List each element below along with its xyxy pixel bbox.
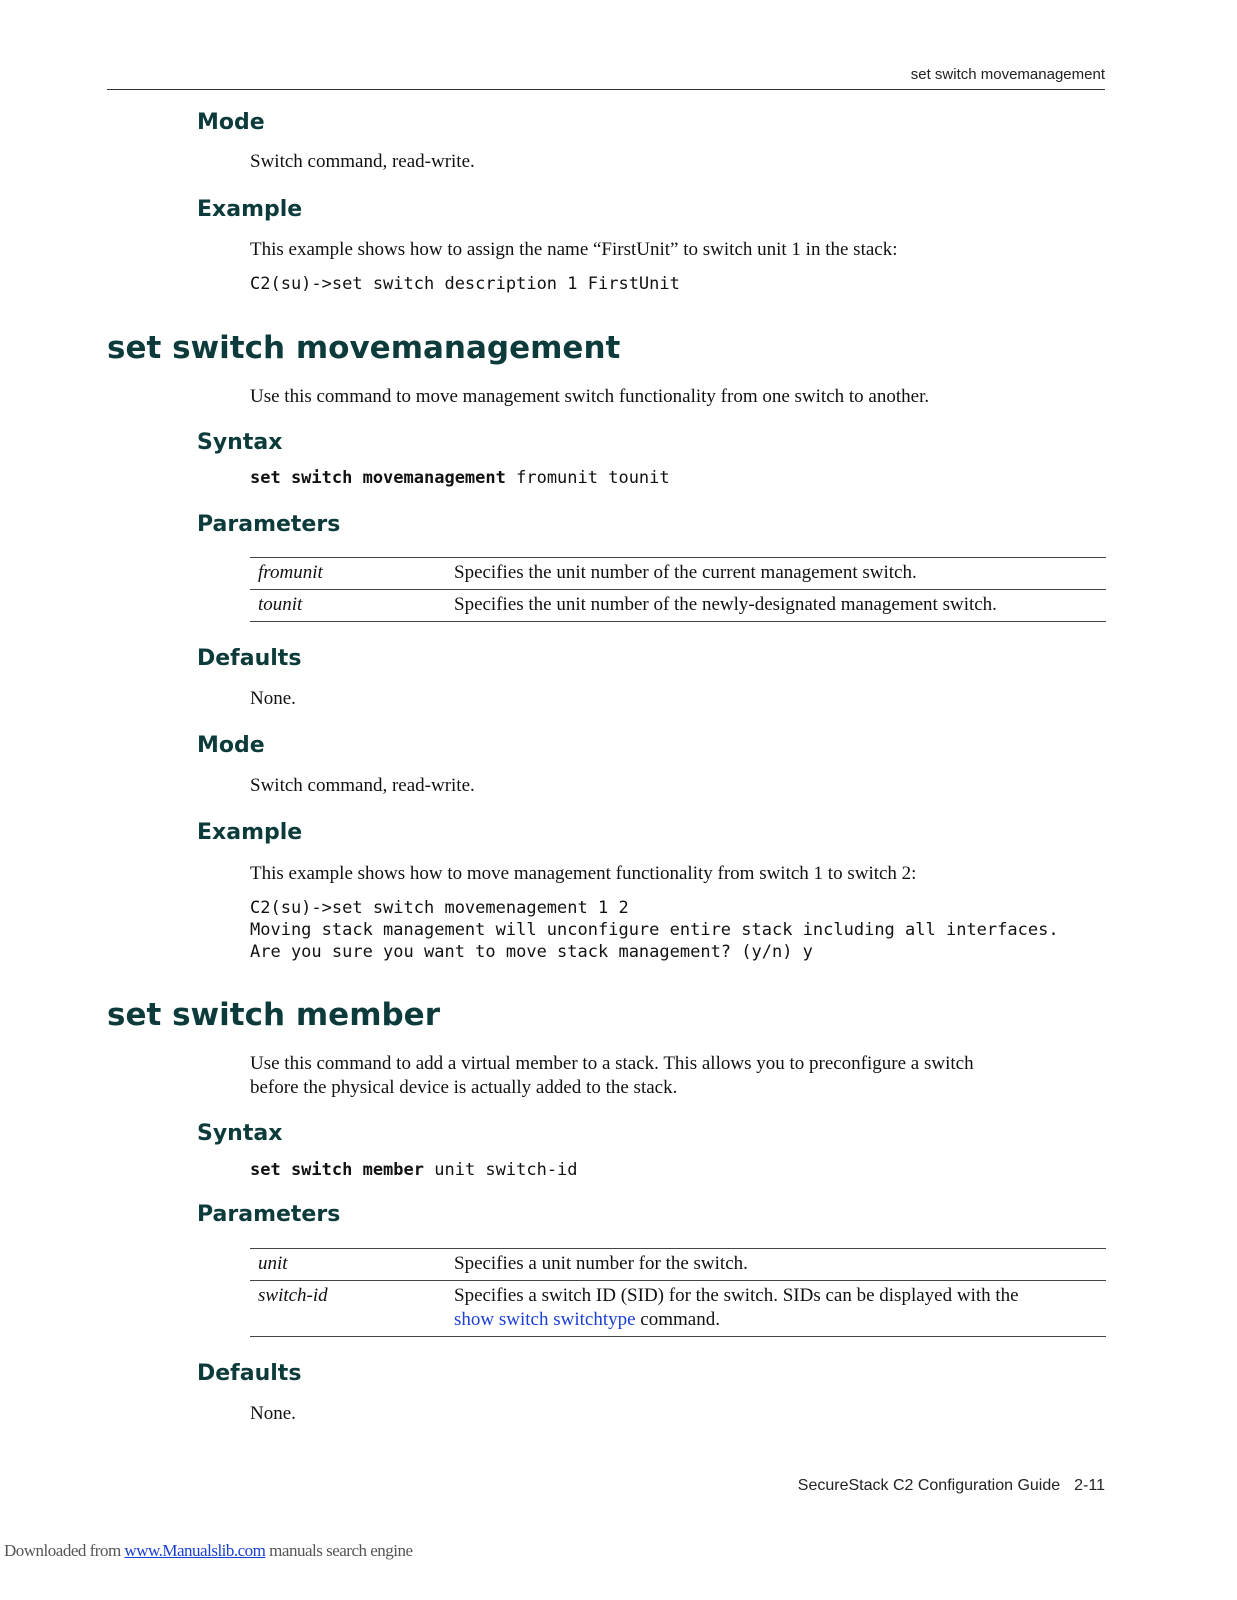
code-line: Are you sure you want to move stack management? (y/n) y — [250, 942, 813, 962]
intro-line: before the physical device is actually added to the stack. — [250, 1077, 678, 1098]
table-row — [250, 590, 1106, 622]
running-header: set switch movemanagement — [910, 66, 1105, 83]
parameters-table — [250, 557, 1106, 622]
mode-heading: Mode — [197, 733, 265, 758]
defaults-heading: Defaults — [197, 1361, 302, 1386]
syntax-heading: Syntax — [197, 430, 283, 455]
example-heading: Example — [197, 820, 303, 845]
parameters-table — [250, 1248, 1106, 1337]
section-intro: Use this command to move management switch functionality from one switch to another. — [250, 386, 930, 407]
show-switch-switchtype-link[interactable]: show switch switchtype — [454, 1309, 636, 1330]
param-description: Specifies the unit number of the newly-designated management switch. — [454, 594, 997, 615]
param-description-tail: command. — [635, 1309, 720, 1330]
download-suffix: manuals search engine — [265, 1541, 413, 1560]
defaults-heading: Defaults — [197, 646, 302, 671]
param-description: Specifies a unit number for the switch. — [454, 1253, 748, 1274]
param-name: switch-id — [258, 1285, 328, 1306]
table-row — [250, 1281, 1106, 1337]
defaults-text: None. — [250, 1403, 296, 1424]
parameters-heading: Parameters — [197, 1202, 341, 1227]
example-text: This example shows how to assign the name “FirstUnit” to switch unit 1 in the stack: — [250, 239, 898, 260]
example-code: C2(su)->set switch description 1 FirstUnit — [250, 274, 680, 294]
example-code-block — [250, 897, 1059, 963]
manualslib-link[interactable]: www.Manualslib.com — [124, 1541, 266, 1560]
table-row — [250, 558, 1106, 590]
guide-title: SecureStack C2 Configuration Guide — [797, 1477, 1061, 1494]
section-title-member: set switch member — [107, 997, 440, 1033]
section-intro — [250, 1052, 974, 1100]
param-description: Specifies the unit number of the current management switch. — [454, 562, 917, 583]
param-description — [454, 1281, 1106, 1337]
download-prefix: Downloaded from — [4, 1541, 125, 1560]
download-banner — [4, 1541, 413, 1561]
syntax-line — [250, 1159, 578, 1181]
mode-text: Switch command, read-write. — [250, 151, 475, 172]
syntax-command: set switch movemanagement — [250, 468, 506, 488]
param-name: tounit — [258, 594, 303, 615]
example-heading: Example — [197, 197, 303, 222]
syntax-heading: Syntax — [197, 1121, 283, 1146]
page-footer — [798, 1477, 1105, 1495]
header-rule — [107, 89, 1105, 90]
syntax-line — [250, 467, 670, 489]
code-line: C2(su)->set switch movemenagement 1 2 — [250, 898, 629, 918]
table-row — [250, 1249, 1106, 1281]
param-name: fromunit — [258, 562, 323, 583]
param-description-text: Specifies a switch ID (SID) for the switch. SIDs can be displayed with the — [454, 1285, 1019, 1306]
intro-line: Use this command to add a virtual member to a stack. This allows you to preconfigure a switch — [250, 1053, 974, 1074]
defaults-text: None. — [250, 688, 296, 709]
parameters-heading: Parameters — [197, 512, 341, 537]
syntax-command: set switch member — [250, 1160, 424, 1180]
page-number: 2-11 — [1074, 1477, 1105, 1494]
syntax-arguments: unit switch-id — [424, 1160, 578, 1180]
mode-heading: Mode — [197, 110, 265, 135]
code-line: Moving stack management will unconfigure entire stack including all interfaces. — [250, 920, 1059, 940]
mode-text: Switch command, read-write. — [250, 775, 475, 796]
example-text: This example shows how to move management functionality from switch 1 to switch 2: — [250, 863, 917, 884]
syntax-arguments: fromunit tounit — [505, 468, 670, 488]
param-name: unit — [258, 1253, 288, 1274]
section-title-movemanagement: set switch movemanagement — [107, 330, 621, 366]
